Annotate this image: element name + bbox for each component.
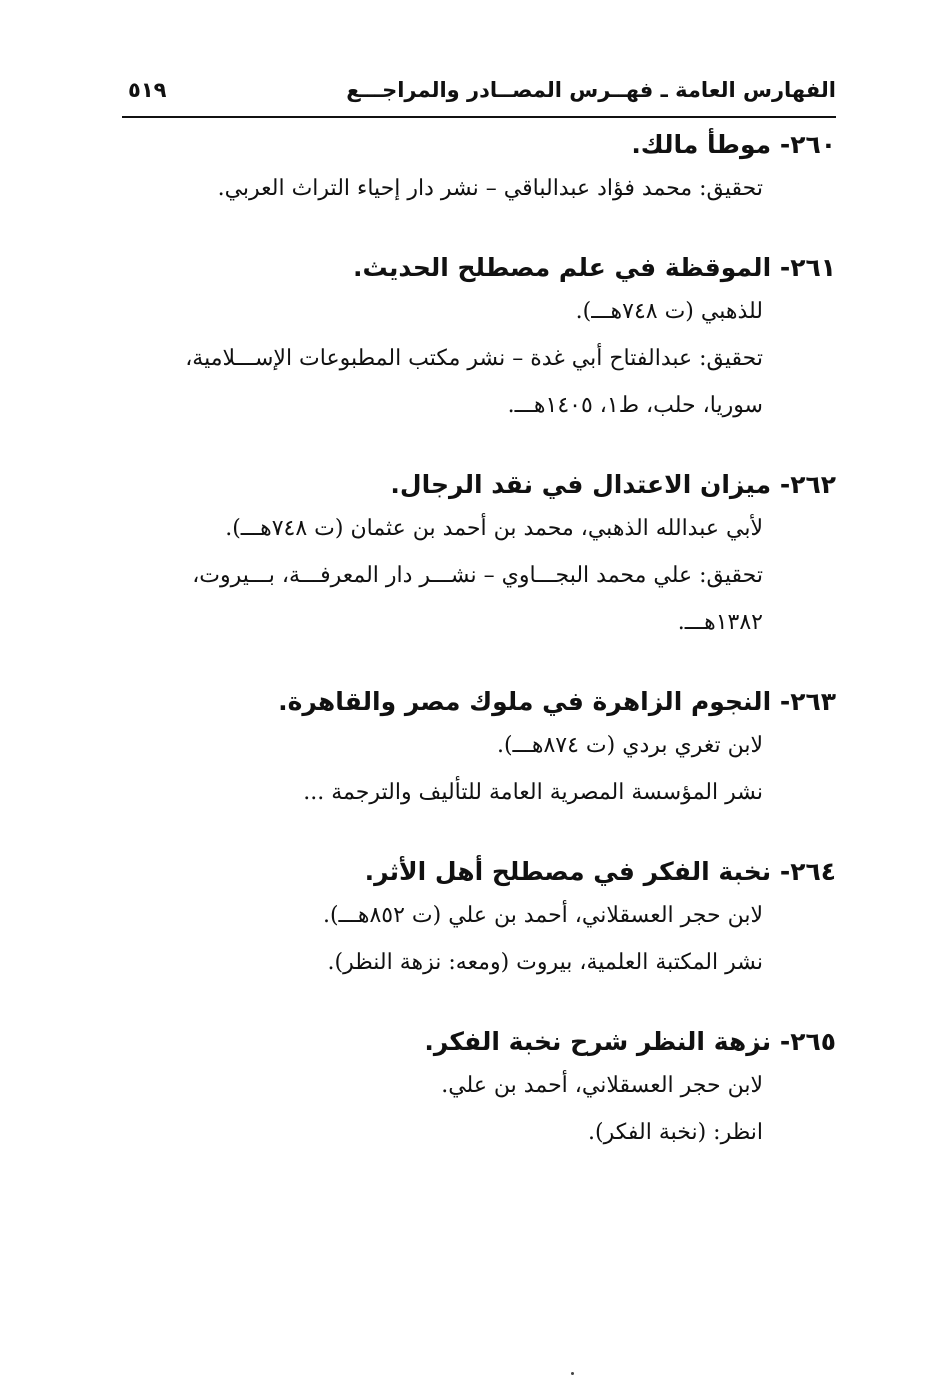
- entry-line: لابن حجر العسقلاني، أحمد بن علي (ت ٨٥٢هـــ).: [322, 903, 763, 928]
- entry-line: ١٣٨٢هـــ.: [677, 610, 763, 635]
- scan-speck: [571, 1372, 574, 1375]
- page-header: [122, 78, 836, 114]
- page-number: ٥١٩: [128, 78, 167, 102]
- running-title: الفهارس العامة ـ فهــرس المصــادر والمراجـــع: [346, 78, 836, 102]
- references-list: [112, 125, 836, 1156]
- entry-line: انظر: (نخبة الفكر).: [588, 1120, 763, 1145]
- entry-title: ٢٦١- الموقظة في علم مصطلح الحديث.: [353, 253, 836, 282]
- entry-line: تحقيق: علي محمد البجـــاوي – نشـــر دار المعرفـــة، بـــيروت،: [192, 563, 763, 588]
- reference-entry-263: [112, 682, 836, 816]
- entry-line: للذهبي (ت ٧٤٨هـــ).: [575, 299, 763, 324]
- reference-entry-264: [112, 852, 836, 986]
- entry-line: تحقيق: عبدالفتاح أبي غدة – نشر مكتب المطبوعات الإســـلامية،: [185, 346, 763, 371]
- entry-title: ٢٦٤- نخبة الفكر في مصطلح أهل الأثر.: [364, 857, 836, 886]
- reference-entry-265: [112, 1022, 836, 1156]
- entry-line: نشر المؤسسة المصرية العامة للتأليف والترجمة ...: [303, 780, 763, 805]
- reference-entry-260: [112, 125, 836, 212]
- header-rule: [122, 116, 836, 118]
- reference-entry-261: [112, 248, 836, 429]
- entry-line: تحقيق: محمد فؤاد عبدالباقي – نشر دار إحياء التراث العربي.: [217, 176, 763, 201]
- entry-line: لابن تغري بردي (ت ٨٧٤هـــ).: [496, 733, 763, 758]
- entry-line: نشر المكتبة العلمية، بيروت (ومعه: نزهة النظر).: [327, 950, 763, 975]
- entry-line: سوريا، حلب، ط١، ١٤٠٥هـــ.: [507, 393, 763, 418]
- entry-title: ٢٦٣- النجوم الزاهرة في ملوك مصر والقاهرة.: [278, 687, 836, 716]
- entry-line: لأبي عبدالله الذهبي، محمد بن أحمد بن عثمان (ت ٧٤٨هـــ).: [225, 516, 763, 541]
- reference-entry-262: [112, 465, 836, 646]
- entry-title: ٢٦٥- نزهة النظر شرح نخبة الفكر.: [424, 1027, 836, 1056]
- entry-line: لابن حجر العسقلاني، أحمد بن علي.: [441, 1073, 763, 1098]
- entry-title: ٢٦٢- ميزان الاعتدال في نقد الرجال.: [390, 470, 836, 499]
- entry-title: ٢٦٠- موطأ مالك.: [631, 130, 836, 159]
